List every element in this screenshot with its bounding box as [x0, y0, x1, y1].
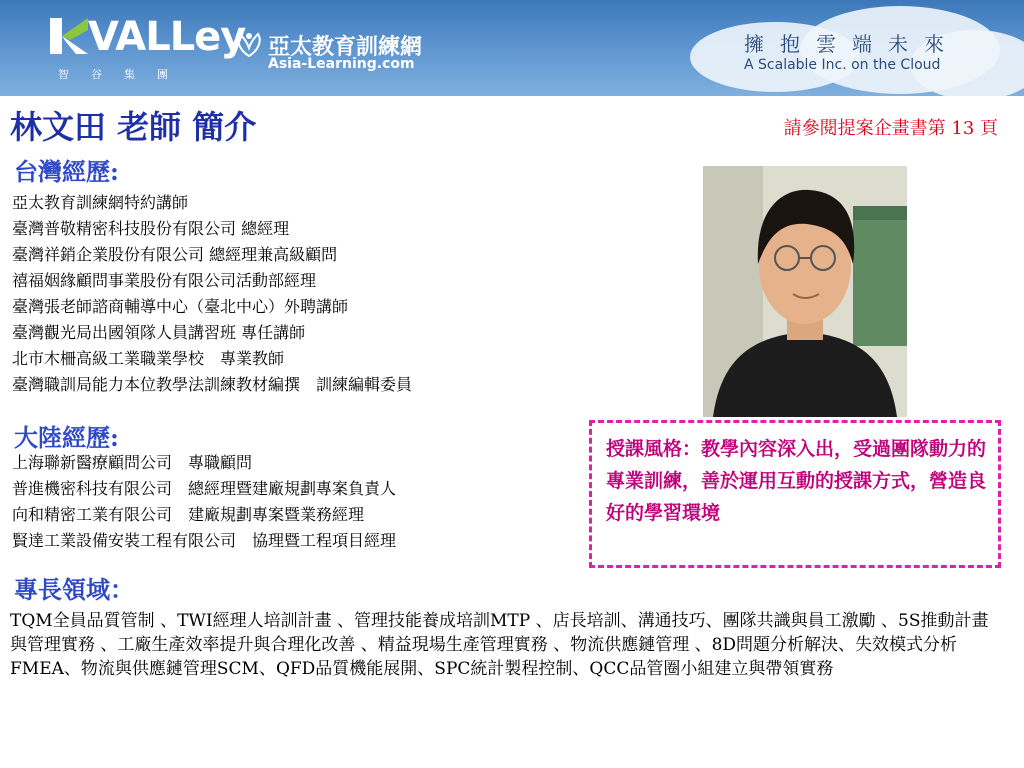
brand-subtitle: 智谷集團 — [58, 68, 190, 81]
specialty-heading: 專長領域： — [14, 575, 134, 604]
slogan-cn: 擁抱雲端未來 — [744, 32, 960, 56]
slogan-en: A Scalable Inc. on the Cloud — [744, 57, 941, 73]
taiwan-experience-heading: 台灣經歷: — [14, 157, 119, 186]
list-item: 賢達工業設備安裝工程有限公司 協理暨工程項目經理 — [12, 531, 397, 550]
list-item: 亞太教育訓練網特約講師 — [12, 193, 189, 212]
asia-learning-logo-icon — [234, 30, 264, 58]
list-item: 臺灣職訓局能力本位教學法訓練教材編撰 訓練編輯委員 — [12, 375, 413, 394]
list-item: 臺灣張老師諮商輔導中心（臺北中心）外聘講師 — [12, 297, 349, 316]
specialty-text: TQM全員品質管制 、TWI經理人培訓計畫 、管理技能養成培訓MTP 、店長培訓、溝通技巧、團隊共識與員工激勵 、5S推動計畫與管理實務 、工廠生產效率提升與合理化改善 、精益現場生產管理實務 、物流供應鏈管理 、8D問題分析解決、失效模式分析FMEA、物流與供應鏈管理SCM、QFD品質機能展開、SPC統計製程控制、QCC品管圈小組建立與帶領實務 — [10, 611, 989, 679]
list-item: 臺灣普敬精密科技股份有限公司 總經理 — [12, 219, 290, 238]
list-item: 禧福姻緣顧問事業股份有限公司活動部經理 — [12, 271, 317, 290]
teacher-photo — [703, 166, 907, 417]
mainland-experience-heading: 大陸經歷: — [14, 423, 119, 452]
valley-logo-icon — [48, 16, 90, 56]
list-item: 上海聯新醫療顧問公司 專職顧問 — [12, 453, 253, 472]
page-title: 林文田 老師 簡介 — [10, 108, 257, 146]
list-item: 臺灣祥銷企業股份有限公司 總經理兼高級顧問 — [12, 245, 338, 264]
reference-note: 請參閱提案企畫書第 13 頁 — [783, 118, 998, 139]
partner-name-en: Asia-Learning.com — [268, 56, 415, 72]
list-item: 向和精密工業有限公司 建廠規劃專案暨業務經理 — [12, 505, 365, 524]
partner-name-cn: 亞太教育訓練網 — [268, 35, 423, 60]
list-item: 普進機密科技有限公司 總經理暨建廠規劃專案負責人 — [12, 479, 397, 498]
header-banner — [0, 0, 1024, 96]
taiwan-experience-list — [12, 190, 412, 398]
brand-name: VALLey — [88, 14, 246, 60]
list-item: 北市木柵高級工業職業學校 專業教師 — [12, 349, 285, 368]
teaching-style-text: 授課風格：教學內容深入出，受過團隊動力的專業訓練，善於運用互動的授課方式，營造良好的學習環境 — [606, 438, 987, 524]
mainland-experience-list — [12, 450, 396, 554]
list-item: 臺灣觀光局出國領隊人員講習班 專任講師 — [12, 323, 306, 342]
teaching-style-box — [589, 420, 1001, 568]
